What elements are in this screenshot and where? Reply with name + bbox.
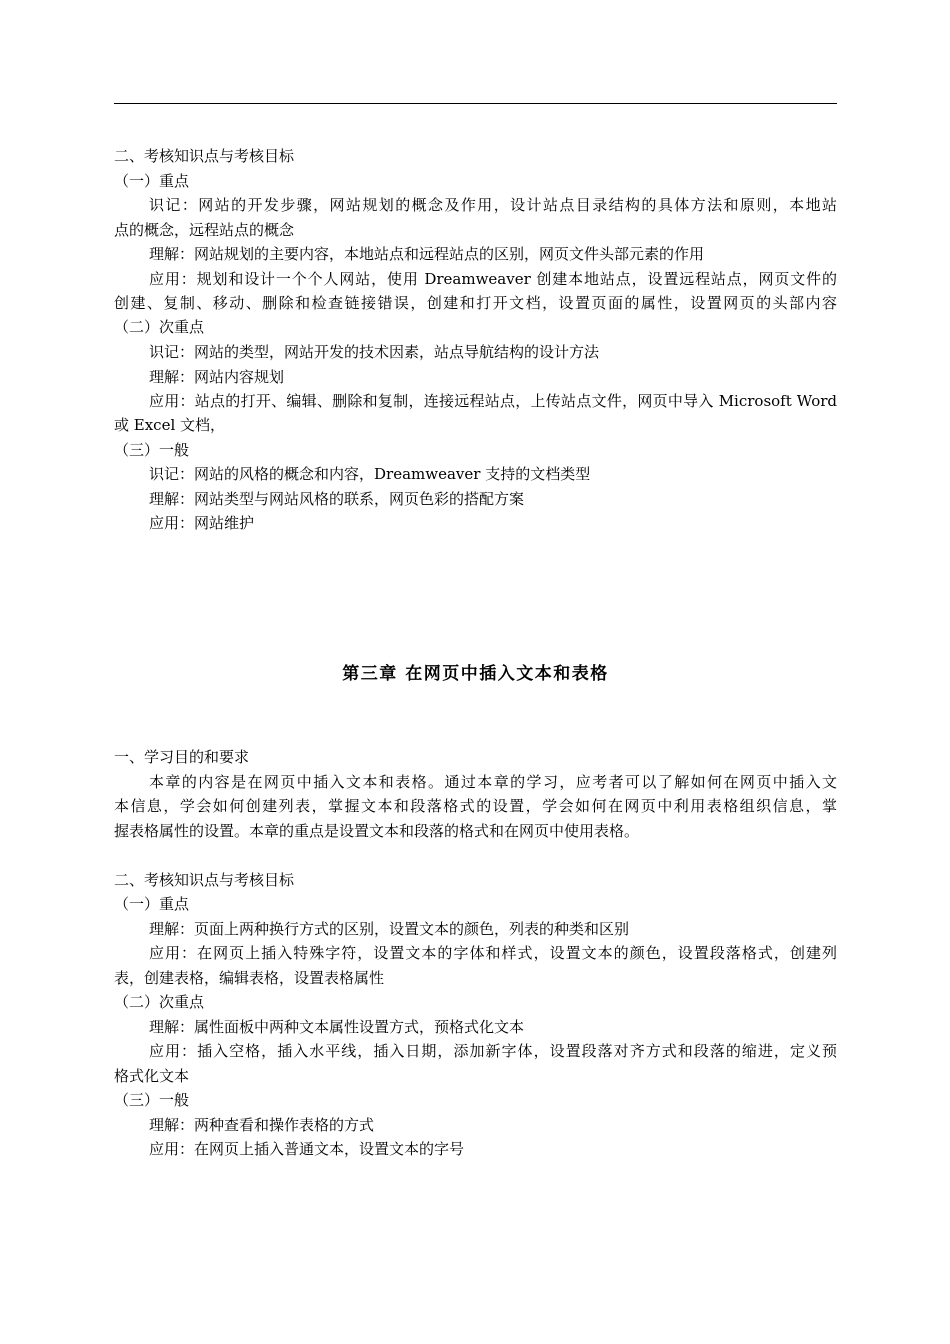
apply-text: 应用：插入空格，插入水平线，插入日期，添加新字体，设置段落对齐方式和段落的缩进，定义预: [149, 1042, 837, 1060]
section-heading: 一、学习目的和要求: [114, 748, 250, 766]
recall-text: 识记：网站的类型，网站开发的技术因素，站点导航结构的设计方法: [149, 343, 600, 361]
apply-text: 应用：规划和设计一个个人网站，使用 Dreamweaver 创建本地站点，设置远程站点，网页文件的: [149, 270, 837, 288]
section-heading: 二、考核知识点与考核目标: [114, 147, 295, 165]
paragraph-text-cont: 握表格属性的设置。本章的重点是设置文本和段落的格式和在网页中使用表格。: [114, 822, 640, 840]
understand-text: 理解：属性面板中两种文本属性设置方式，预格式化文本: [149, 1018, 525, 1036]
understand-text: 理解：两种查看和操作表格的方式: [149, 1116, 375, 1134]
understand-text: 理解：网站内容规划: [149, 368, 285, 386]
subsection-heading: （一）重点: [114, 895, 190, 913]
apply-text: 应用：站点的打开、编辑、删除和复制，连接远程站点，上传站点文件，网页中导入 Microsoft Word: [149, 392, 837, 410]
apply-text: 应用：在网页上插入普通文本，设置文本的字号: [149, 1140, 465, 1158]
paragraph-text: 本章的内容是在网页中插入文本和表格。通过本章的学习，应考者可以了解如何在网页中插入文: [149, 773, 837, 791]
header-rule: [114, 103, 837, 104]
apply-text-cont: 创建、复制、移动、删除和检查链接错误，创建和打开文档，设置页面的属性，设置网页的头部内容: [114, 294, 837, 312]
apply-text: 应用：在网页上插入特殊字符，设置文本的字体和样式，设置文本的颜色，设置段落格式，创建列: [149, 944, 837, 962]
apply-text-cont: 表，创建表格，编辑表格，设置表格属性: [114, 969, 385, 987]
understand-text: 理解：网站规划的主要内容，本地站点和远程站点的区别，网页文件头部元素的作用: [149, 245, 705, 263]
paragraph-text-cont: 本信息，学会如何创建列表，掌握文本和段落格式的设置，学会如何在网页中利用表格组织信息，掌: [114, 797, 837, 815]
recall-text: 识记：网站的开发步骤，网站规划的概念及作用，设计站点目录结构的具体方法和原则，本地站: [149, 196, 837, 214]
understand-text: 理解：页面上两种换行方式的区别，设置文本的颜色，列表的种类和区别: [149, 920, 630, 938]
section-heading: 二、考核知识点与考核目标: [114, 871, 295, 889]
apply-text: 应用：网站维护: [149, 514, 255, 532]
subsection-heading: （三）一般: [114, 441, 190, 459]
recall-text: 识记：网站的风格的概念和内容，Dreamweaver 支持的文档类型: [149, 465, 591, 483]
apply-text-cont: 或 Excel 文档，: [114, 416, 226, 434]
subsection-heading: （一）重点: [114, 172, 190, 190]
recall-text-cont: 点的概念，远程站点的概念: [114, 221, 295, 239]
apply-text-cont: 格式化文本: [114, 1067, 190, 1085]
subsection-heading: （二）次重点: [114, 993, 205, 1011]
chapter-title: 第三章 在网页中插入文本和表格: [342, 664, 609, 684]
understand-text: 理解：网站类型与网站风格的联系，网页色彩的搭配方案: [149, 490, 525, 508]
subsection-heading: （三）一般: [114, 1091, 190, 1109]
subsection-heading: （二）次重点: [114, 318, 205, 336]
